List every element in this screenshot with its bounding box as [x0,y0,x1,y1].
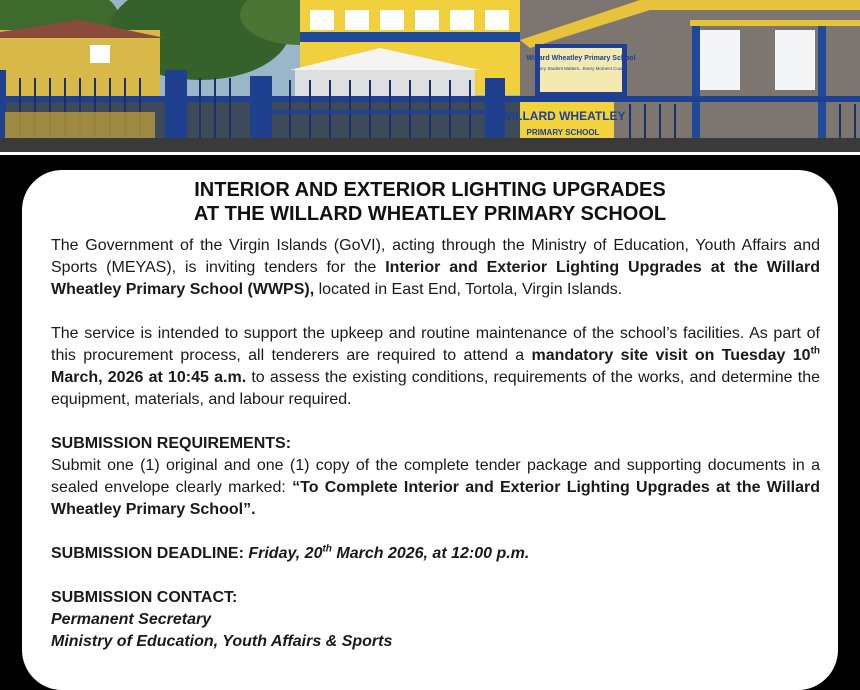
service-paragraph [51,323,820,411]
title-line-2: AT THE WILLARD WHEATLEY PRIMARY SCHOOL [193,203,667,225]
sign-board-tagline: Every Student Matters...Every Moment Counts [534,66,628,71]
intro-location: located in East End, Tortola, Virgin Islands. [314,281,623,298]
site-visit-date: March, 2026 at 10:45 a.m. [51,369,247,386]
service-text-end: to assess the existing conditions, requirements of the works, and determine the equipment, materials, and labour required. [51,369,821,408]
wall-sign-line1: WILLARD WHEATLEY [500,109,626,123]
site-visit-sup: th [810,345,821,357]
notice-body [51,235,820,675]
deadline-date: Friday, 20 [243,545,323,562]
contact-line-2: Ministry of Education, Youth Affairs & Sports [51,633,393,650]
intro-text: The Government of the Virgin Islands (GoVI), acting through the Ministry of Education, Youth Affairs and Sports (MEYAS), is inviting tenders for the [51,237,820,276]
notice-title [22,170,838,226]
deadline-section [51,543,820,565]
requirements-section [51,433,820,521]
divider-line [0,152,860,155]
envelope-marking: “To Complete Interior and Exterior Lighting Upgrades at the Willard Wheatley Primary School”. [51,479,821,518]
deadline-label: SUBMISSION DEADLINE: [51,545,244,562]
school-photo [0,0,860,152]
contact-section [51,587,820,653]
title-line-1: INTERIOR AND EXTERIOR LIGHTING UPGRADES [194,179,666,201]
tender-notice-card [22,170,838,690]
requirements-text: Submit one (1) original and one (1) copy of the complete tender package and supporting documents in a sealed envelope clearly marked: [51,457,820,496]
contact-label: SUBMISSION CONTACT: [51,589,238,606]
wall-sign-line2: PRIMARY SCHOOL [526,128,600,137]
requirements-label: SUBMISSION REQUIREMENTS: [51,435,292,452]
service-text: The service is intended to support the upkeep and routine maintenance of the school’s facilities. As part of this procurement process, all tenderers are required to attend a [51,325,820,364]
deadline-sup: th [322,543,332,555]
sign-board-name: Willard Wheatley Primary School [526,55,636,62]
intro-paragraph [51,235,820,301]
contact-line-1: Permanent Secretary [51,611,212,628]
deadline-time: March 2026, at 12:00 p.m. [331,545,530,562]
site-visit-text: mandatory site visit on Tuesday 10 [531,347,811,364]
project-name: Interior and Exterior Lighting Upgrades at the Willard Wheatley Primary School (WWPS), [51,259,820,298]
